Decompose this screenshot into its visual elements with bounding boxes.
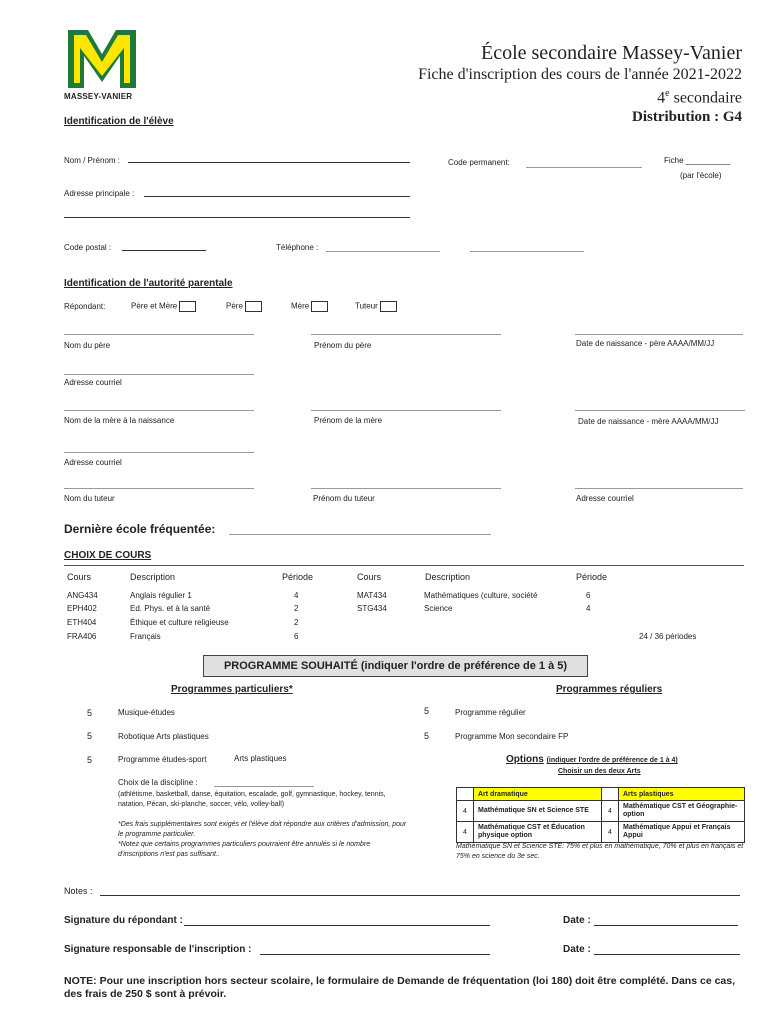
mother-dob-label: Date de naissance - mère AAAA/MM/JJ	[578, 417, 719, 426]
parent-section-title: Identification de l'autorité parentale	[64, 278, 233, 289]
father-dob-label: Date de naissance - père AAAA/MM/JJ	[576, 339, 715, 348]
mother-dob-field[interactable]	[575, 410, 745, 411]
postal-field[interactable]	[122, 250, 206, 251]
option-rank[interactable]: 4	[602, 822, 619, 843]
checkbox-both[interactable]	[179, 301, 196, 312]
particular-rank[interactable]: 5	[87, 708, 93, 718]
tutor-name-label: Nom du tuteur	[64, 494, 115, 503]
phone-label: Téléphone :	[276, 243, 319, 252]
sig-insc-field[interactable]	[260, 954, 490, 955]
regular-label: Programme régulier	[455, 708, 526, 717]
respondent-option-label: Tuteur	[355, 301, 378, 311]
options-table	[456, 787, 745, 843]
art-option: Arts plastiques	[619, 788, 745, 801]
sig-insc-label: Signature responsable de l'inscription :	[64, 944, 252, 955]
courses-header-rule	[64, 565, 744, 566]
email1-label: Adresse courriel	[64, 378, 122, 387]
courses-header-period: Période	[282, 572, 314, 582]
student-section-title: Identification de l'élève	[64, 116, 174, 127]
name-label: Nom / Prénom :	[64, 156, 121, 165]
course-desc: Science	[424, 604, 453, 613]
option-row	[457, 822, 745, 843]
checkbox-tutor[interactable]	[380, 301, 397, 312]
respondent-option-tutor[interactable]	[355, 301, 397, 312]
tutor-first-field[interactable]	[311, 488, 501, 489]
course-period: 2	[294, 604, 299, 613]
name-field[interactable]	[128, 162, 410, 163]
form-subtitle: Fiche d'inscription des cours de l'année 2021-2022	[418, 66, 742, 83]
level	[657, 88, 742, 107]
options-subtitle: Choisir un des deux Arts	[558, 768, 641, 775]
art-option: Art dramatique	[474, 788, 602, 801]
course-desc: Éthique et culture religieuse	[130, 618, 229, 627]
respondent-option-both[interactable]	[131, 301, 196, 312]
logo-m-icon	[64, 26, 140, 92]
tutor-first-label: Prénom du tuteur	[313, 494, 375, 503]
particular-rank[interactable]: 5	[87, 755, 93, 765]
date1-field[interactable]	[594, 925, 738, 926]
regular-label: Programme Mon secondaire FP	[455, 732, 569, 741]
course-desc: Ed. Phys. et à la santé	[130, 604, 211, 613]
school-logo	[64, 26, 140, 102]
discipline-list: (athlétisme, basketball, danse, équitation, escalade, golf, gymnastique, hockey, tennis, natation, Pécan, ski-planche, soccer, vélo, volley-ball)	[118, 791, 386, 808]
art-checkbox-cell[interactable]	[457, 788, 474, 801]
courses-section-title: CHOIX DE COURS	[64, 550, 152, 561]
logo-text: MASSEY-VANIER	[64, 92, 133, 101]
program-banner: PROGRAMME SOUHAITÉ (indiquer l'ordre de préférence de 1 à 5)	[203, 655, 588, 677]
tutor-name-field[interactable]	[64, 488, 254, 489]
course-code: EPH402	[67, 604, 97, 613]
course-code: ANG434	[67, 591, 98, 600]
date1-label: Date :	[563, 915, 591, 926]
respondent-option-father[interactable]	[226, 301, 262, 312]
father-name-label: Nom du père	[64, 341, 111, 350]
email1-field[interactable]	[64, 374, 254, 375]
mother-name-label: Nom de la mère à la naissance	[64, 416, 175, 425]
fiche-label: Fiche __________	[664, 156, 731, 165]
distribution: Distribution : G4	[631, 109, 742, 125]
respondent-option-label: Père et Mère	[131, 301, 178, 311]
option-label: Mathématique Appui et Français Appui	[619, 822, 745, 843]
particular-note-2: *Notez que certains programmes particuliers pourraient être annulés si le nombre d'inscriptions n'est pas suffisant..	[118, 841, 371, 858]
courses-header-period-2: Période	[576, 572, 608, 582]
notes-field[interactable]	[100, 895, 740, 896]
sig-resp-label: Signature du répondant :	[64, 915, 183, 926]
fiche-sub: (par l'école)	[680, 171, 722, 180]
notes-label: Notes :	[64, 886, 93, 896]
level-sup: e	[665, 88, 670, 99]
options-title	[506, 754, 678, 765]
date2-field[interactable]	[594, 954, 740, 955]
respondent-option-label: Père	[226, 301, 243, 311]
respondent-label: Répondant:	[64, 302, 106, 311]
regular-rank[interactable]: 5	[424, 706, 430, 716]
discipline-field[interactable]	[214, 786, 314, 787]
options-footnote: Mathématique SN et Science STE: 75% et plus en mathématique, 70% et plus en français et 75% en science du 3e sec.	[456, 843, 744, 860]
arts-row	[457, 788, 745, 801]
last-school-field[interactable]	[229, 534, 491, 535]
respondent-option-mother[interactable]	[291, 301, 328, 312]
option-label: Mathématique SN et Science STE	[474, 801, 602, 822]
particular-label: Musique-études	[118, 708, 175, 717]
email2-field[interactable]	[64, 452, 254, 453]
option-rank[interactable]: 4	[457, 822, 474, 843]
course-period: 2	[294, 618, 299, 627]
last-school-label: Dernière école fréquentée:	[64, 522, 216, 536]
option-label: Mathématique CST et Géographie-option	[619, 801, 745, 822]
course-code: FRA406	[67, 632, 97, 641]
address-field-2[interactable]	[64, 217, 410, 218]
address-field[interactable]	[144, 196, 410, 197]
option-row	[457, 801, 745, 822]
code-label: Code permanent:	[448, 158, 510, 167]
course-desc: Mathématiques (culture, société	[424, 591, 538, 600]
level-text: secondaire	[669, 89, 742, 107]
date2-label: Date :	[563, 944, 591, 955]
courses-header-desc: Description	[130, 572, 176, 582]
regular-rank[interactable]: 5	[424, 731, 430, 741]
checkbox-father[interactable]	[245, 301, 262, 312]
particular-rank[interactable]: 5	[87, 731, 93, 741]
courses-header-code: Cours	[67, 572, 92, 582]
options-title-note: (indiquer l'ordre de préférence de 1 à 4)	[546, 757, 678, 764]
particular-label: Robotique Arts plastiques	[118, 732, 209, 741]
options-title-text: Options	[506, 754, 544, 765]
postal-label: Code postal :	[64, 243, 112, 252]
art-checkbox-cell[interactable]	[602, 788, 619, 801]
option-rank[interactable]: 4	[457, 801, 474, 822]
course-period: 6	[586, 591, 591, 600]
course-code: STG434	[357, 604, 387, 613]
tutor-email-label: Adresse courriel	[576, 494, 634, 503]
mother-name-field[interactable]	[64, 410, 254, 411]
option-label: Mathématique CST et Éducation physique option	[474, 822, 602, 843]
course-code: MAT434	[357, 591, 387, 600]
discipline-label: Choix de la discipline :	[118, 778, 198, 787]
particular-label: Programme études-sport	[118, 755, 207, 764]
school-name: École secondaire Massey-Vanier	[481, 42, 742, 64]
course-desc: Anglais régulier 1	[130, 591, 192, 600]
sport-extra: Arts plastiques	[234, 754, 287, 763]
regular-title: Programmes réguliers	[556, 684, 663, 695]
father-first-label: Prénom du père	[314, 341, 372, 350]
footer-note: NOTE: Pour une inscription hors secteur scolaire, le formulaire de Demande de fréquentation (loi 180) doit être complété. Dans ce cas, des frais de 250 $ sont à prévoir.	[64, 975, 736, 1000]
mother-first-label: Prénom de la mère	[314, 416, 383, 425]
tutor-email-field[interactable]	[575, 488, 743, 489]
option-rank[interactable]: 4	[602, 801, 619, 822]
sig-resp-field[interactable]	[184, 925, 490, 926]
particular-title: Programmes particuliers*	[171, 684, 293, 695]
course-period: 4	[294, 591, 299, 600]
phone-field-2[interactable]	[470, 251, 584, 252]
respondent-option-label: Mère	[291, 301, 310, 311]
course-period: 4	[586, 604, 591, 613]
father-dob-field[interactable]	[575, 334, 743, 335]
courses-header-desc-2: Description	[425, 572, 471, 582]
code-field[interactable]	[526, 167, 642, 168]
email2-label: Adresse courriel	[64, 458, 122, 467]
checkbox-mother[interactable]	[311, 301, 328, 312]
address-label: Adresse principale :	[64, 189, 135, 198]
father-name-field[interactable]	[64, 334, 254, 335]
particular-note-1: *Des frais supplémentaires sont exigés et l'élève doit répondre aux critères d'admission, pour le programme particulier.	[118, 821, 407, 838]
phone-field[interactable]	[326, 251, 440, 252]
course-desc: Français	[130, 632, 161, 641]
mother-first-field[interactable]	[311, 410, 501, 411]
course-period: 6	[294, 632, 299, 641]
course-code: ETH404	[67, 618, 97, 627]
level-num: 4	[657, 89, 666, 107]
courses-header-code-2: Cours	[357, 572, 382, 582]
father-first-field[interactable]	[311, 334, 501, 335]
courses-total: 24 / 36 périodes	[639, 632, 697, 641]
